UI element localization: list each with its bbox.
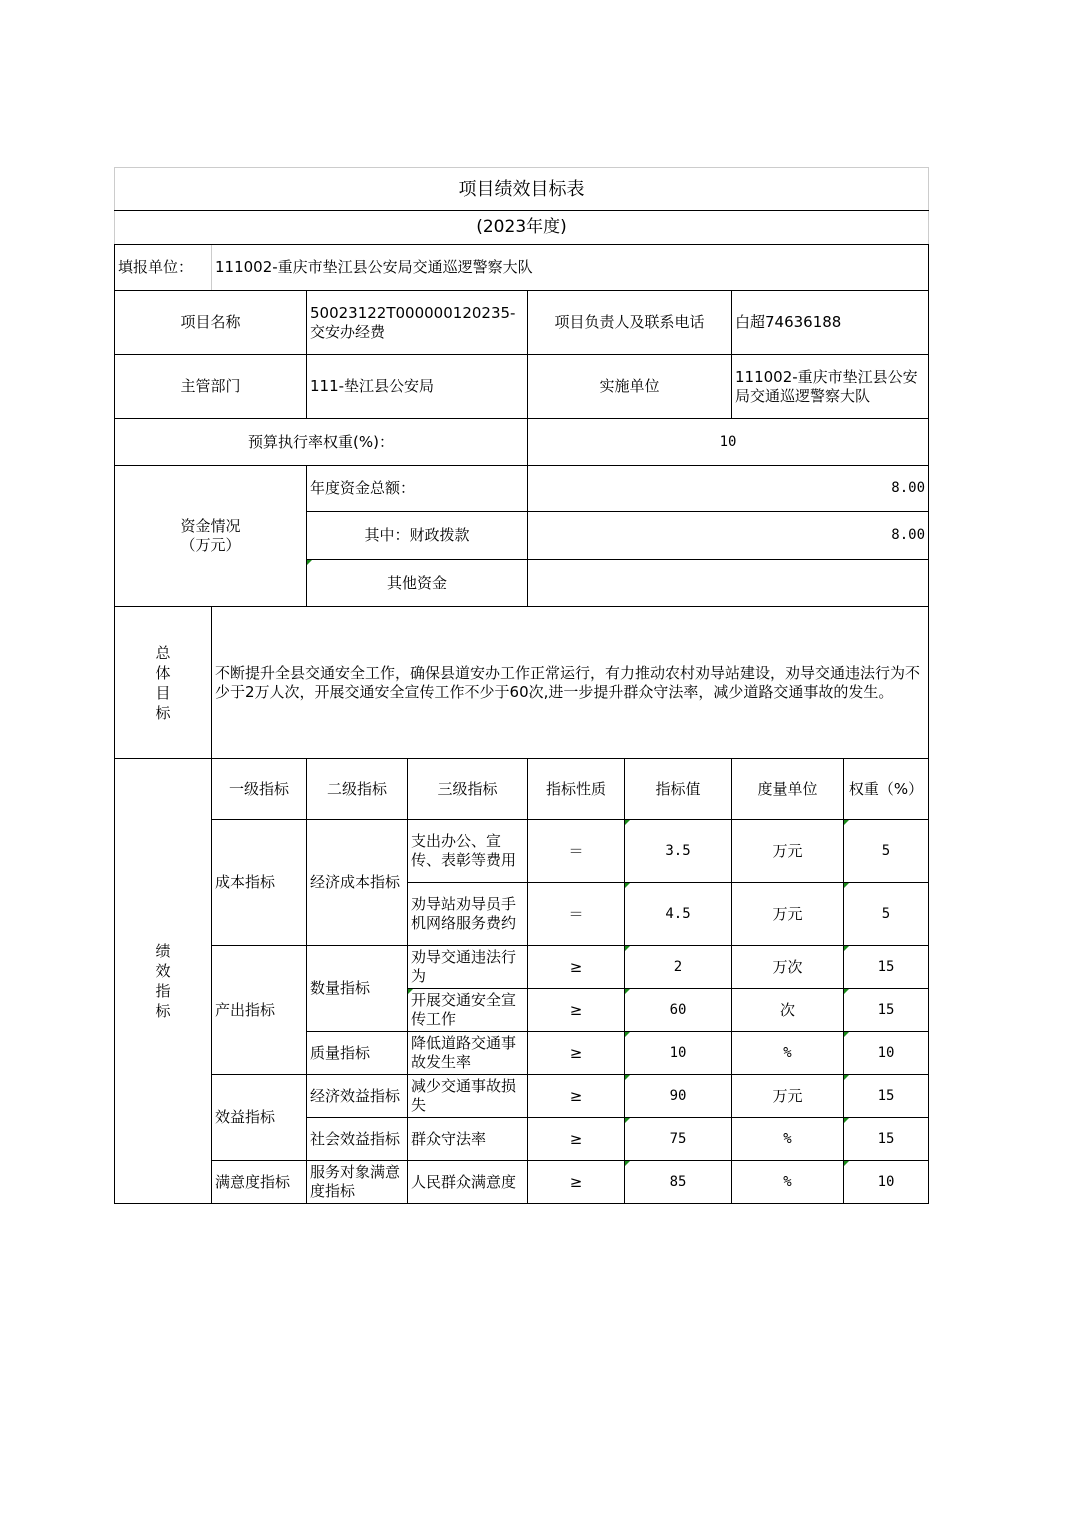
row-third: 开展交通安全宣传工作 <box>408 989 528 1032</box>
row-unit: 万元 <box>732 1075 844 1118</box>
impl-unit-value: 111002-重庆市垫江县公安局交通巡逻警察大队 <box>732 355 929 419</box>
row-unit: % <box>732 1118 844 1161</box>
funds-fiscal-value: 8.00 <box>528 512 929 560</box>
project-name-label: 项目名称 <box>115 291 307 355</box>
row-value: 90 <box>625 1075 732 1118</box>
reporting-unit-label: 填报单位： <box>115 245 212 291</box>
funds-total-value: 8.00 <box>528 466 929 512</box>
header-value: 指标值 <box>625 759 732 820</box>
row-unit: 万元 <box>732 883 844 946</box>
row-unit: % <box>732 1161 844 1204</box>
funds-fiscal-label: 其中：财政拨款 <box>307 512 528 560</box>
indicators-label: 绩效指标 <box>155 942 171 1020</box>
project-manager-label: 项目负责人及联系电话 <box>528 291 732 355</box>
budget-weight-value: 10 <box>528 419 929 466</box>
table-year: (2023年度) <box>115 211 929 245</box>
group-satisfaction: 满意度指标 <box>212 1161 307 1204</box>
funds-total-label: 年度资金总额： <box>307 466 528 512</box>
sub-social-benefit: 社会效益指标 <box>307 1118 408 1161</box>
row-value: 10 <box>625 1032 732 1075</box>
header-nature: 指标性质 <box>528 759 625 820</box>
row-weight: 15 <box>844 989 929 1032</box>
sub-quality: 质量指标 <box>307 1032 408 1075</box>
header-unit: 度量单位 <box>732 759 844 820</box>
budget-weight-label: 预算执行率权重(%)： <box>115 419 528 466</box>
row-nature: ＝ <box>528 820 625 883</box>
header-level3: 三级指标 <box>408 759 528 820</box>
funds-other-value <box>528 560 929 607</box>
group-cost: 成本指标 <box>212 820 307 946</box>
row-nature: ≥ <box>528 946 625 989</box>
row-nature: ≥ <box>528 1118 625 1161</box>
project-name-value: 50023122T000000120235-交安办经费 <box>307 291 528 355</box>
row-unit: 次 <box>732 989 844 1032</box>
table-title: 项目绩效目标表 <box>115 168 929 211</box>
funds-other-label: 其他资金 <box>307 560 528 607</box>
row-nature: ≥ <box>528 989 625 1032</box>
overall-goal-text: 不断提升全县交通安全工作，确保县道安办工作正常运行，有力推动农村劝导站建设，劝导交通违法行为不少于2万人次，开展交通安全宣传工作不少于60次,进一步提升群众守法率，减少道路交通事故的发生。 <box>212 607 929 759</box>
row-weight: 15 <box>844 1075 929 1118</box>
row-third: 降低道路交通事故发生率 <box>408 1032 528 1075</box>
row-nature: ≥ <box>528 1075 625 1118</box>
row-third: 支出办公、宣传、表彰等费用 <box>408 820 528 883</box>
row-unit: 万元 <box>732 820 844 883</box>
group-output: 产出指标 <box>212 946 307 1075</box>
impl-unit-label: 实施单位 <box>528 355 732 419</box>
overall-goal-label-cell <box>115 607 212 759</box>
overall-goal-label: 总体目标 <box>155 643 171 722</box>
row-value: 3.5 <box>625 820 732 883</box>
row-value: 75 <box>625 1118 732 1161</box>
header-level1: 一级指标 <box>212 759 307 820</box>
row-weight: 15 <box>844 1118 929 1161</box>
sub-econ-benefit: 经济效益指标 <box>307 1075 408 1118</box>
row-unit: % <box>732 1032 844 1075</box>
row-weight: 5 <box>844 883 929 946</box>
row-weight: 10 <box>844 1161 929 1204</box>
row-third: 减少交通事故损失 <box>408 1075 528 1118</box>
row-value: 4.5 <box>625 883 732 946</box>
indicators-label-cell <box>115 759 212 1204</box>
dept-value: 111-垫江县公安局 <box>307 355 528 419</box>
sub-econ-cost: 经济成本指标 <box>307 820 408 946</box>
row-third: 劝导交通违法行为 <box>408 946 528 989</box>
reporting-unit-value: 111002-重庆市垫江县公安局交通巡逻警察大队 <box>212 245 929 291</box>
sub-service-satisfaction: 服务对象满意度指标 <box>307 1161 408 1204</box>
funds-label: 资金情况（万元） <box>115 466 307 607</box>
dept-label: 主管部门 <box>115 355 307 419</box>
row-unit: 万次 <box>732 946 844 989</box>
row-value: 60 <box>625 989 732 1032</box>
row-weight: 10 <box>844 1032 929 1075</box>
row-nature: ＝ <box>528 883 625 946</box>
performance-target-table <box>114 167 929 1204</box>
row-third: 劝导站劝导员手机网络服务费约 <box>408 883 528 946</box>
row-third: 群众守法率 <box>408 1118 528 1161</box>
sub-quantity: 数量指标 <box>307 946 408 1032</box>
row-nature: ≥ <box>528 1032 625 1075</box>
group-benefit: 效益指标 <box>212 1075 307 1161</box>
row-nature: ≥ <box>528 1161 625 1204</box>
row-value: 85 <box>625 1161 732 1204</box>
row-weight: 5 <box>844 820 929 883</box>
header-weight: 权重（%） <box>844 759 929 820</box>
project-manager-value: 白超74636188 <box>732 291 929 355</box>
header-level2: 二级指标 <box>307 759 408 820</box>
row-weight: 15 <box>844 946 929 989</box>
row-third: 人民群众满意度 <box>408 1161 528 1204</box>
row-value: 2 <box>625 946 732 989</box>
